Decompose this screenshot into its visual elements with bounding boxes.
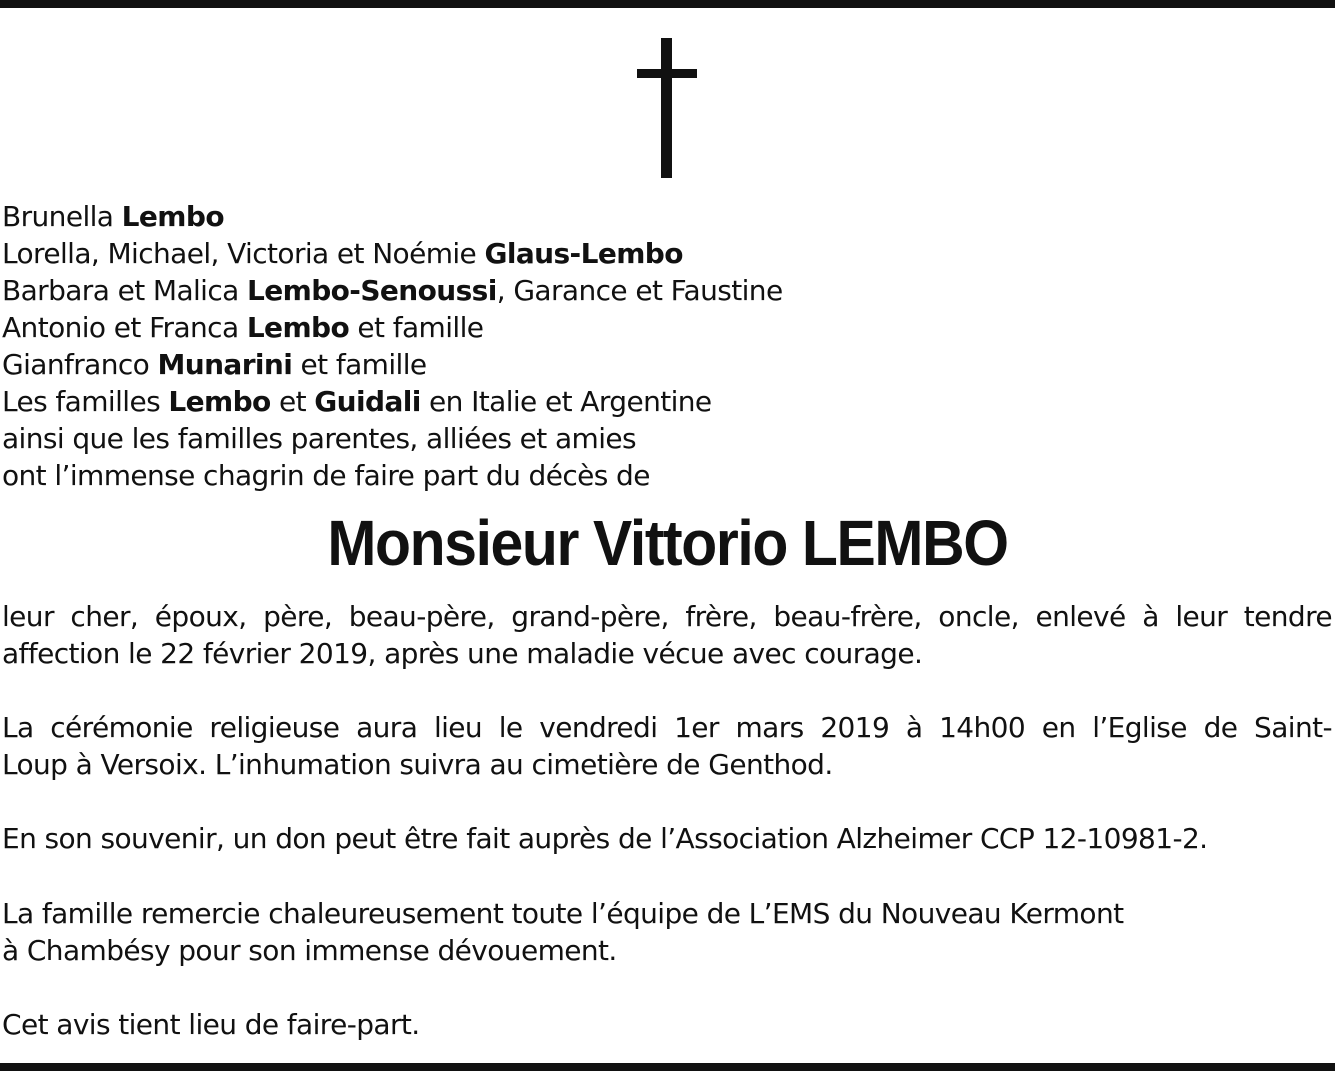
family-text: Brunella <box>2 200 122 233</box>
family-text: Lorella, Michael, Victoria et Noémie <box>2 237 485 270</box>
thanks-paragraph <box>2 895 1332 969</box>
paragraph-line: En son souvenir, un don peut être fait auprès de l’Association Alzheimer CCP 12-10981-2. <box>2 822 1208 855</box>
family-list <box>2 198 1332 494</box>
cross-vertical-bar <box>661 38 672 178</box>
family-text: en Italie et Argentine <box>420 385 712 418</box>
family-text: ont l’immense chagrin de faire part du décès de <box>2 459 650 492</box>
family-surname: Lembo <box>168 385 271 418</box>
cross-icon <box>637 38 697 178</box>
family-text: Barbara et Malica <box>2 274 248 307</box>
paragraph-line: La famille remercie chaleureusement toute l’équipe de L’EMS du Nouveau Kermont <box>2 897 1124 930</box>
family-text: Antonio et Franca <box>2 311 247 344</box>
bottom-border-rule <box>0 1063 1335 1071</box>
family-line <box>2 198 1332 235</box>
family-surname: Glaus-Lembo <box>484 237 683 270</box>
family-line <box>2 383 1332 420</box>
family-surname: Munarini <box>157 348 293 381</box>
cross-horizontal-bar <box>637 69 697 78</box>
deceased-name: Monsieur Vittorio LEMBO <box>327 507 1008 579</box>
closing-paragraph <box>2 1006 1332 1043</box>
family-text: et famille <box>349 311 484 344</box>
family-line <box>2 457 1332 494</box>
family-text: et <box>270 385 315 418</box>
paragraph-line: à Chambésy pour son immense dévouement. <box>2 934 617 967</box>
family-line <box>2 309 1332 346</box>
family-text: , Garance et Faustine <box>496 274 783 307</box>
family-line <box>2 272 1332 309</box>
family-text: ainsi que les familles parentes, alliées et amies <box>2 422 637 455</box>
donation-paragraph <box>2 820 1332 857</box>
family-line <box>2 420 1332 457</box>
family-text: Les familles <box>2 385 169 418</box>
announcement-paragraph <box>2 598 1332 672</box>
paragraph-line: Cet avis tient lieu de faire-part. <box>2 1008 420 1041</box>
paragraph-line: affection le 22 février 2019, après une maladie vécue avec courage. <box>2 637 923 670</box>
paragraph-line: Loup à Versoix. L’inhumation suivra au cimetière de Genthod. <box>2 748 833 781</box>
ceremony-paragraph <box>2 709 1332 783</box>
family-surname: Lembo-Senoussi <box>247 274 497 307</box>
family-surname: Lembo <box>121 200 224 233</box>
family-text: Gianfranco <box>2 348 158 381</box>
top-border-rule <box>0 0 1335 8</box>
family-line <box>2 235 1332 272</box>
family-surname: Lembo <box>246 311 350 344</box>
paragraph-line: leur cher, époux, père, beau-père, grand-père, frère, beau-frère, oncle, enlevé à leur tendre <box>2 600 1332 633</box>
family-surname: Guidali <box>314 385 421 418</box>
family-text: et famille <box>292 348 427 381</box>
paragraph-line: La cérémonie religieuse aura lieu le vendredi 1er mars 2019 à 14h00 en l’Eglise de Saint- <box>2 711 1332 744</box>
family-line <box>2 346 1332 383</box>
